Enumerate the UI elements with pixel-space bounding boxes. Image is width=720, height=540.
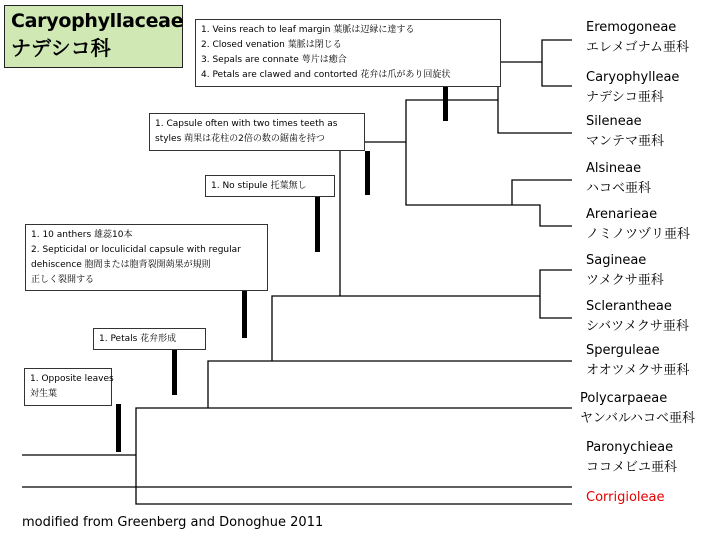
branch-arenarieae bbox=[512, 205, 572, 226]
character-box-petals bbox=[93, 328, 206, 350]
branch-node-erem bbox=[498, 62, 542, 100]
branch-node-sperguleae bbox=[208, 361, 272, 408]
taxon-latin-name: Sagineae bbox=[586, 253, 647, 268]
branch-sileneae bbox=[498, 100, 572, 133]
family-name-latin: Caryophyllaceae bbox=[11, 10, 184, 32]
taxon-polycarpaeae bbox=[580, 389, 695, 429]
branch-alsineae bbox=[512, 180, 572, 205]
synapomorphy-bar-anthers bbox=[242, 290, 247, 338]
branch-node-caryo bbox=[406, 100, 498, 142]
branch-eremogoneae bbox=[542, 40, 572, 62]
taxon-latin-name: Caryophylleae bbox=[586, 70, 680, 85]
taxon-japanese-name: マンテマ亜科 bbox=[586, 134, 665, 149]
character-box-venation-sepals-petals bbox=[195, 19, 501, 87]
branch-node-main bbox=[272, 296, 340, 361]
branch-corrigioleae-tip bbox=[136, 487, 572, 504]
character-line: 対生葉 bbox=[30, 389, 58, 399]
character-line: 1. Petals 花弁形成 bbox=[99, 334, 177, 344]
branch-node-polycarpaeae bbox=[136, 408, 208, 455]
taxon-latin-name: Polycarpaeae bbox=[580, 391, 668, 406]
synapomorphy-bar-opposite-leaves bbox=[116, 404, 121, 452]
branch-node-alsine bbox=[406, 142, 512, 205]
character-line: 2. Closed venation 葉脈は閉じる bbox=[201, 40, 342, 50]
taxon-japanese-name: ヤンバルハコベ亜科 bbox=[580, 411, 696, 426]
taxon-scleranthеae bbox=[586, 297, 689, 337]
taxon-latin-name: Alsineae bbox=[586, 161, 642, 176]
synapomorphy-bar-petals bbox=[172, 349, 177, 395]
taxon-japanese-name: エレメゴナム亜科 bbox=[586, 40, 689, 55]
synapomorphy-bar-capsule-teeth bbox=[365, 151, 370, 195]
taxon-caryophylleae bbox=[586, 68, 679, 108]
taxon-japanese-name: ナデシコ亜科 bbox=[586, 90, 664, 105]
source-credit: modified from Greenberg and Donoghue 2011 bbox=[22, 515, 324, 530]
taxon-japanese-name: シバツメクサ亜科 bbox=[586, 319, 689, 334]
character-line: 正しく裂開する bbox=[31, 275, 95, 285]
taxon-latin-name: Eremogoneae bbox=[586, 20, 677, 35]
taxon-japanese-name: オオツメクサ亜科 bbox=[586, 363, 690, 378]
character-line: 1. Opposite leaves bbox=[30, 374, 114, 384]
taxon-sileneae bbox=[586, 112, 664, 152]
taxon-japanese-name: ココメビユ亜科 bbox=[586, 460, 678, 475]
branch-root-paronychieae bbox=[136, 455, 572, 487]
taxon-sperguleae bbox=[586, 341, 689, 381]
taxon-arenarieae bbox=[586, 205, 690, 245]
family-title-box bbox=[4, 5, 183, 68]
character-line: 1. Capsule often with two times teeth as bbox=[155, 119, 338, 129]
taxon-sagineae bbox=[586, 251, 664, 291]
character-box-capsule-teeth bbox=[149, 113, 365, 151]
character-line: 3. Sepals are connate 萼片は癒合 bbox=[201, 55, 347, 65]
taxon-latin-name: Sperguleae bbox=[586, 343, 660, 358]
character-line: 1. 10 anthers 雄蕊10本 bbox=[31, 230, 133, 240]
character-box-opposite-leaves bbox=[24, 368, 112, 406]
branch-scleranthеae bbox=[540, 296, 572, 318]
taxon-corrigioleae bbox=[586, 488, 665, 508]
character-line: dehiscence 胞間または胞背裂開蒴果が規則 bbox=[31, 260, 211, 270]
character-line: 4. Petals are clawed and contorted 花弁は爪があり回旋状 bbox=[201, 70, 451, 80]
taxon-latin-name: Scleranthеae bbox=[586, 299, 672, 314]
taxon-alsineae bbox=[586, 159, 651, 199]
character-line: styles 蒴果は花柱の2倍の数の鋸歯を持つ bbox=[155, 134, 325, 144]
character-box-anthers-capsule bbox=[25, 224, 268, 291]
branch-node-upper bbox=[340, 142, 406, 296]
character-line: 1. No stipule 托葉無し bbox=[211, 181, 307, 191]
taxon-latin-name: Sileneae bbox=[586, 114, 642, 129]
branch-sagineae bbox=[512, 270, 572, 296]
taxon-latin-name: Paronychieae bbox=[586, 440, 674, 455]
taxon-japanese-name: ノミノツヅリ亜科 bbox=[586, 227, 691, 242]
character-line: 2. Septicidal or loculicidal capsule with regular bbox=[31, 245, 241, 255]
taxon-eremogoneae bbox=[586, 18, 689, 58]
taxon-latin-name: Arenarieae bbox=[586, 207, 658, 222]
branch-caryophylleae bbox=[542, 62, 572, 86]
taxon-paronychieae bbox=[586, 438, 677, 478]
synapomorphy-bar-no-stipule bbox=[315, 196, 320, 252]
character-line: 1. Veins reach to leaf margin 葉脈は辺縁に達する bbox=[201, 25, 415, 35]
family-name-japanese: ナデシコ科 bbox=[11, 36, 111, 60]
taxon-latin-name: Corrigioleae bbox=[586, 490, 665, 505]
character-box-no-stipule bbox=[205, 175, 335, 197]
taxon-japanese-name: ツメクサ亜科 bbox=[586, 273, 664, 288]
taxon-japanese-name: ハコベ亜科 bbox=[586, 181, 652, 196]
